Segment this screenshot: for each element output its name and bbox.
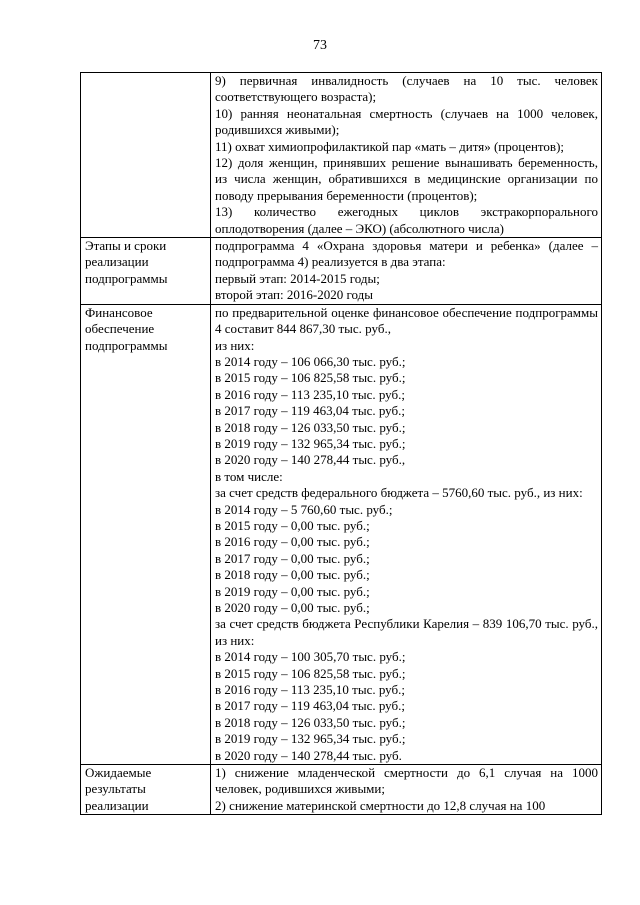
table-row (81, 765, 602, 815)
finance-line: в 2016 году – 113 235,10 тыс. руб.; (215, 386, 405, 402)
finance-line: в 2017 году – 0,00 тыс. руб.; (215, 550, 370, 566)
finance-line: за счет средств бюджета Республики Карелия – 839 106,70 тыс. руб., из них: (215, 616, 598, 648)
finance-line: в 2019 году – 0,00 тыс. руб.; (215, 583, 370, 599)
row-label-line: результаты (85, 781, 146, 797)
finance-line: в 2016 году – 113 235,10 тыс. руб.; (215, 682, 405, 698)
stage-line: первый этап: 2014-2015 годы; (215, 270, 380, 286)
indicator-line: 10) ранняя неонатальная смертность (случаев на 1000 человек, родившихся живыми); (215, 105, 598, 138)
finance-line: из них: (215, 337, 255, 353)
finance-line: в 2018 году – 0,00 тыс. руб.; (215, 567, 370, 583)
stage-line: подпрограмма 4 «Охрана здоровья матери и ребенка» (далее – подпрограмма 4) реализуется в два этапа: (215, 238, 598, 270)
indicator-line: 11) охват химиопрофилактикой пар «мать – дитя» (процентов); (215, 138, 565, 154)
row-label-line: обеспечение (85, 321, 155, 337)
row-label-line: Ожидаемые (85, 765, 152, 781)
finance-line: в 2017 году – 119 463,04 тыс. руб.; (215, 698, 405, 714)
row-label-line: реализации (85, 797, 149, 813)
stage-line: второй этап: 2016-2020 годы (215, 287, 373, 303)
finance-line: в 2015 году – 106 825,58 тыс. руб.; (215, 665, 406, 681)
row-label-line: реализации (85, 254, 149, 270)
table-row (81, 238, 602, 305)
finance-line: в 2020 году – 140 278,44 тыс. руб., (215, 452, 406, 468)
finance-line: в 2019 году – 132 965,34 тыс. руб.; (215, 731, 406, 747)
row-content-cell (211, 304, 602, 764)
row-label-cell (81, 765, 211, 815)
row-label-line: Финансовое (85, 304, 153, 320)
row-content-cell (211, 238, 602, 305)
row-label-cell (81, 238, 211, 305)
row-label-cell (81, 304, 211, 764)
finance-line: в 2018 году – 126 033,50 тыс. руб.; (215, 419, 406, 435)
result-line: 1) снижение младенческой смертности до 6,1 случая на 1000 человек, родившихся живыми; (215, 765, 598, 797)
row-content-cell (211, 765, 602, 815)
finance-line: в 2014 году – 5 760,60 тыс. руб.; (215, 501, 393, 517)
row-content-cell (211, 73, 602, 238)
finance-line: в 2016 году – 0,00 тыс. руб.; (215, 534, 370, 550)
finance-line: в 2015 году – 0,00 тыс. руб.; (215, 517, 370, 533)
finance-line: за счет средств федерального бюджета – 5760,60 тыс. руб., из них: (215, 485, 583, 501)
row-label-line: подпрограммы (85, 337, 168, 353)
page-number: 73 (313, 38, 327, 53)
row-label-cell (81, 73, 211, 238)
finance-line: в 2014 году – 100 305,70 тыс. руб.; (215, 649, 406, 665)
finance-line: в 2017 году – 119 463,04 тыс. руб.; (215, 403, 405, 419)
table-row (81, 304, 602, 764)
finance-line: в 2018 году – 126 033,50 тыс. руб.; (215, 714, 406, 730)
result-line: 2) снижение материнской смертности до 12,8 случая на 100 (215, 797, 546, 813)
finance-line: в 2019 году – 132 965,34 тыс. руб.; (215, 435, 406, 451)
finance-line: в 2020 году – 0,00 тыс. руб.; (215, 600, 370, 615)
finance-line: в 2020 году – 140 278,44 тыс. руб. (215, 747, 402, 763)
finance-line: в том числе: (215, 468, 283, 484)
program-passport-table (80, 72, 602, 815)
finance-line: в 2015 году – 106 825,58 тыс. руб.; (215, 370, 406, 386)
table-row (81, 73, 602, 238)
indicator-line: 9) первичная инвалидность (случаев на 10 тыс. человек соответствующего возраста); (215, 73, 598, 105)
indicator-line: 13) количество ежегодных циклов экстракорпорального оплодотворения (далее – ЭКО) (абсолютного числа) (215, 204, 598, 236)
row-label-line: подпрограммы (85, 270, 168, 286)
row-label-line: Этапы и сроки (85, 238, 167, 254)
finance-line: в 2014 году – 106 066,30 тыс. руб.; (215, 353, 406, 369)
finance-line: по предварительной оценке финансовое обеспечение подпрограммы 4 составит 844 867,30 тыс. руб., (215, 304, 598, 337)
indicator-line: 12) доля женщин, принявших решение вынашивать беременность, из числа женщин, обратившихся в медицинские организации по поводу прерывания беременности (процентов); (215, 155, 598, 203)
